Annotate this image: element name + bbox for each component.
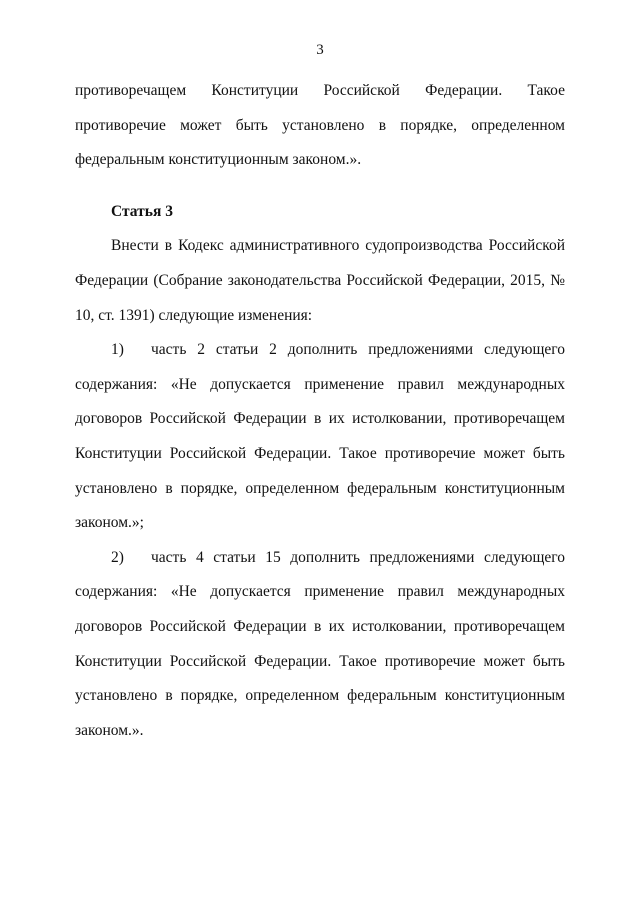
list-item-2 [75,541,565,749]
list-item-text: часть 2 статьи 2 дополнить предложениями следующего содержания: «Не допускается применение правил международных договоров Российской Федерации в их истолковании, противоречащем Конституции Российской Федерации. Такое противоречие может быть установлено в порядке, определенном федеральным конституционным законом.»; [75,341,565,532]
article-intro-paragraph: Внести в Кодекс административного судопроизводства Российской Федерации (Собрание законодательства Российской Федерации, 2015, № 10, ст. 1391) следующие изменения: [75,237,565,324]
list-item-1 [75,333,565,541]
list-item-text: часть 4 статьи 15 дополнить предложениями следующего содержания: «Не допускается применение правил международных договоров Российской Федерации в их истолковании, противоречащем Конституции Российской Федерации. Такое противоречие может быть установлено в порядке, определенном федеральным конституционным законом.». [75,548,565,739]
continuation-paragraph: противоречащем Конституции Российской Федерации. Такое противоречие может быть установлено в порядке, определенном федеральным конституционным законом.». [75,82,565,169]
article-heading: Статья 3 [111,202,173,220]
list-item-number: 1) [111,341,124,359]
page-number: 3 [316,42,324,58]
list-item-number: 2) [111,548,124,566]
document-body [75,74,565,748]
